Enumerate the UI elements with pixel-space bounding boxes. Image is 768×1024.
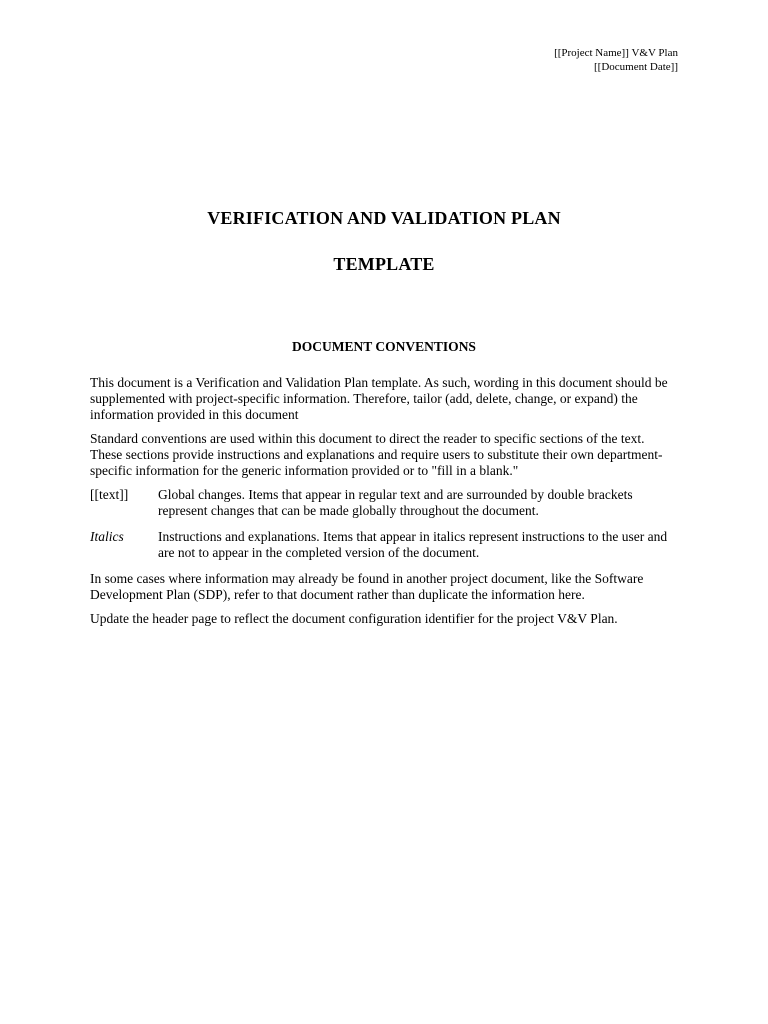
section-heading: DOCUMENT CONVENTIONS: [292, 339, 476, 354]
convention-description: Global changes. Items that appear in regular text and are surrounded by double brackets represent changes that can be made globally throughout the document.: [158, 487, 633, 518]
document-title: VERIFICATION AND VALIDATION PLAN: [207, 208, 561, 228]
convention-description: Instructions and explanations. Items that appear in italics represent instructions to the user and are not to appear in the completed version of the document.: [158, 529, 668, 560]
section-body: [90, 375, 678, 635]
page-header: [554, 46, 678, 74]
header-document-date: [[Document Date]]: [594, 61, 678, 73]
paragraph-intro: This document is a Verification and Validation Plan template. As such, wording in this document should be supplemented with project-specific information. Therefore, tailor (add, delete, change, or expand) the information provided in this document: [90, 375, 668, 422]
convention-term: Italics: [90, 529, 124, 544]
document-subtitle: TEMPLATE: [333, 254, 435, 274]
paragraph-header-update: Update the header page to reflect the document configuration identifier for the project V&V Plan.: [90, 611, 618, 626]
convention-row: [90, 529, 678, 561]
paragraph-conventions: Standard conventions are used within this document to direct the reader to specific sections of the text. These sections provide instructions and explanations and require users to substitute their own department-specific information for the generic information provided or to "fill in a blank.": [90, 431, 663, 478]
header-project-name: [[Project Name]] V&V Plan: [554, 47, 678, 59]
paragraph-sdp-reference: In some cases where information may already be found in another project document, like the Software Development Plan (SDP), refer to that document rather than duplicate the information here.: [90, 571, 644, 602]
convention-row: [90, 487, 678, 519]
convention-term: [[text]]: [90, 487, 129, 502]
